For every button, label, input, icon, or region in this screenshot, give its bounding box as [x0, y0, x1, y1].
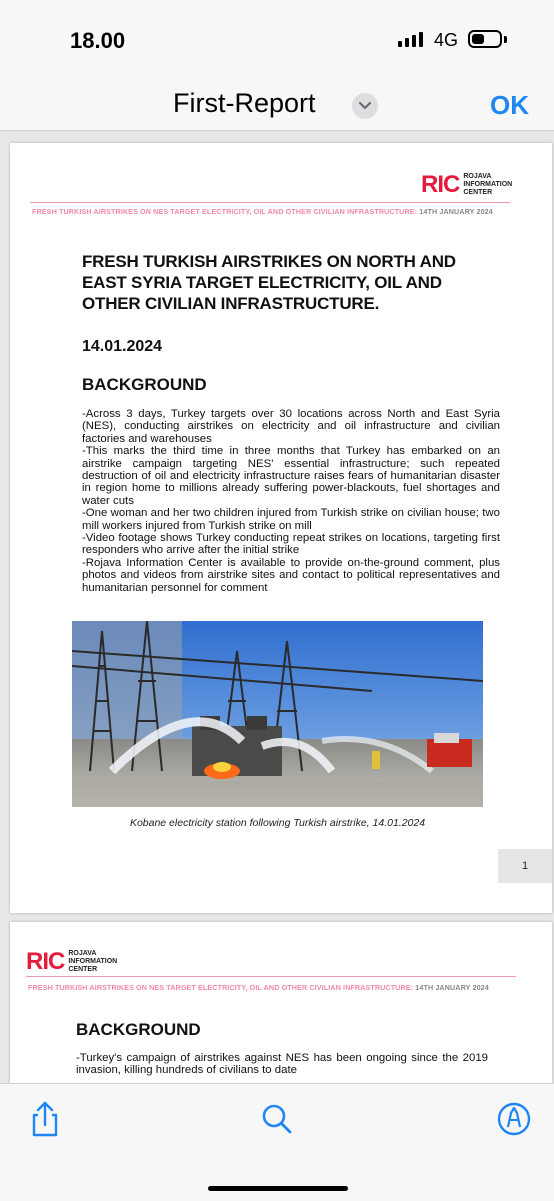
navigation-bar	[0, 80, 554, 131]
page-number-badge: 1	[498, 849, 552, 883]
status-bar	[0, 0, 554, 80]
battery-icon	[468, 30, 502, 48]
status-time: 18.00	[70, 28, 126, 53]
logo-mark: RIC	[421, 171, 460, 198]
title-menu-button[interactable]	[352, 93, 378, 119]
ric-logo	[26, 948, 117, 976]
bullet-paragraph: -Turkey's campaign of airstrikes against NES has been ongoing since the 2019 invasion, killing hundreds of civilians to date	[76, 1052, 488, 1077]
photo-caption: Kobane electricity station following Turkish airstrike, 14.01.2024	[129, 817, 426, 829]
document-page-1[interactable]	[10, 143, 552, 913]
chevron-down-icon	[352, 93, 378, 119]
running-header: FRESH TURKISH AIRSTRIKES ON NES TARGET ELECTRICITY, OIL AND OTHER CIVILIAN INFRASTRUCTURE: 14TH JANUARY 2024	[32, 207, 493, 216]
search-icon	[257, 1099, 297, 1139]
ok-button[interactable]: OK	[490, 90, 529, 120]
background-text	[76, 1052, 488, 1077]
ric-logo	[421, 171, 512, 199]
markup-button[interactable]	[494, 1099, 534, 1139]
signal-icon	[398, 32, 423, 47]
header-rule	[26, 976, 516, 977]
logo-text: ROJAVA INFORMATION CENTER	[68, 950, 118, 973]
logo-text: ROJAVA INFORMATION CENTER	[463, 173, 513, 196]
report-title: FRESH TURKISH AIRSTRIKES ON NORTH AND EAST SYRIA TARGET ELECTRICITY, OIL AND OTHER CIVILIAN INFRASTRUCTURE.	[82, 252, 456, 313]
running-header: FRESH TURKISH AIRSTRIKES ON NES TARGET ELECTRICITY, OIL AND OTHER CIVILIAN INFRASTRUCTURE: 14TH JANUARY 2024	[28, 983, 489, 992]
network-type: 4G	[434, 30, 459, 50]
bullet-paragraph: -Video footage shows Turkey conducting repeat strikes on locations, targeting first responders who arrive after the initial strike	[82, 532, 500, 557]
bullet-paragraph: -One woman and her two children injured from Turkish strike on civilian house; two mill workers injured from Turkish strike on mill	[82, 507, 500, 532]
header-rule	[30, 202, 510, 203]
battery-tip	[504, 36, 507, 43]
document-title[interactable]: First-Report	[173, 88, 316, 118]
markup-icon	[494, 1099, 534, 1139]
logo-mark: RIC	[26, 948, 65, 975]
section-heading: BACKGROUND	[76, 1020, 201, 1039]
share-icon	[25, 1099, 65, 1139]
bullet-paragraph: -Across 3 days, Turkey targets over 30 locations across North and East Syria (NES), conducting airstrikes on electricity and oil infrastructure and civilian factories and warehouses	[82, 408, 500, 445]
electricity-station-photo	[72, 621, 483, 807]
home-indicator	[208, 1186, 348, 1191]
report-date: 14.01.2024	[82, 338, 163, 355]
section-heading: BACKGROUND	[82, 375, 207, 394]
bullet-paragraph: -This marks the third time in three months that Turkey has embarked on an airstrike campaign targeting NES' essential infrastructure; such repeated destruction of oil and electricity infrastructure raises fears of humanitarian disaster in region home to millions already suffering power-blackouts, fuel shortages and water cuts	[82, 445, 500, 507]
background-text	[82, 408, 500, 594]
bullet-paragraph: -Rojava Information Center is available to provide on-the-ground comment, plus photos and videos from airstrike sites and contact to political representatives and humanitarian personnel for comment	[82, 556, 500, 594]
search-button[interactable]	[257, 1099, 297, 1139]
bottom-toolbar	[0, 1083, 554, 1201]
share-button[interactable]	[25, 1099, 65, 1139]
